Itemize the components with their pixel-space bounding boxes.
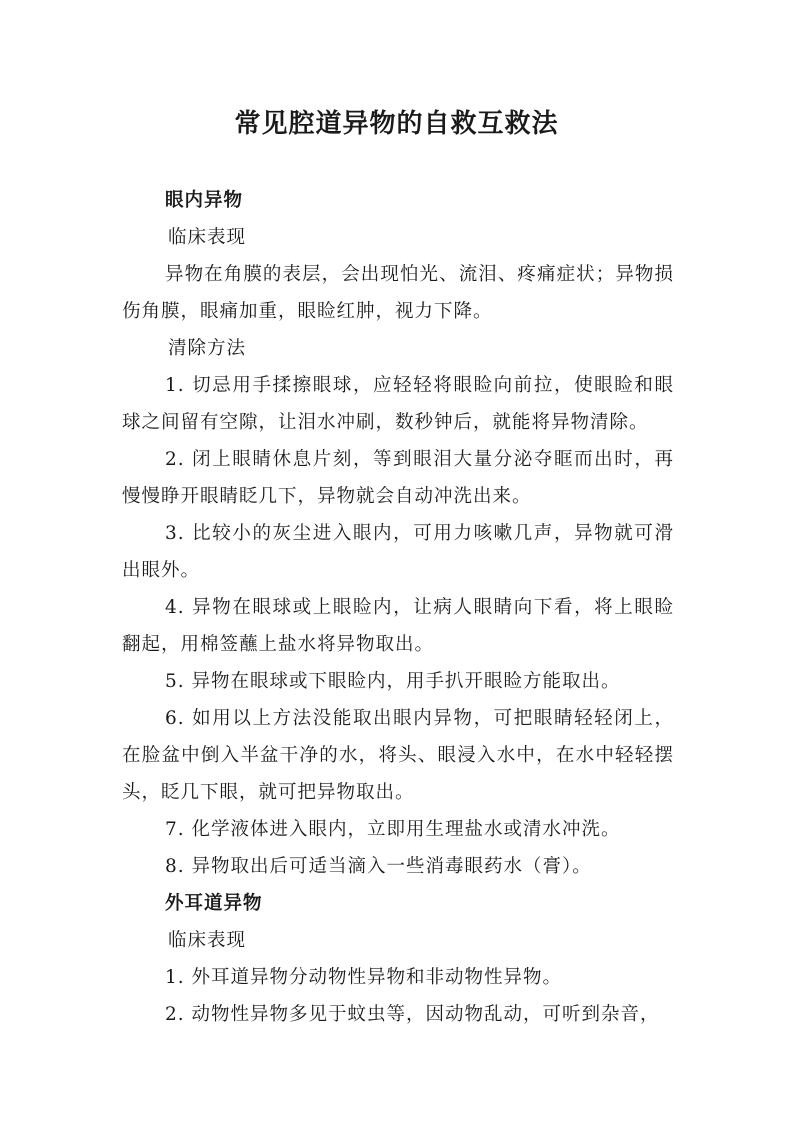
document-title: 常见腔道异物的自救互救法 xyxy=(234,109,559,139)
method-step: 2. 闭上眼睛休息片刻，等到眼泪大量分泌夺眶而出时，再慢慢睁开眼睛眨几下，异物就会自动冲洗出来。 xyxy=(122,449,674,507)
section-eye-foreign-body xyxy=(122,182,674,885)
method-step: 7. 化学液体进入眼内，立即用生理盐水或清水冲洗。 xyxy=(165,819,621,840)
section-heading: 外耳道异物 xyxy=(165,893,263,914)
section-heading: 眼内异物 xyxy=(165,190,244,211)
clinical-label: 临床表现 xyxy=(168,227,247,248)
clinical-point: 2. 动物性异物多见于蚊虫等，因动物乱动，可听到杂音， xyxy=(165,1004,660,1025)
method-step: 5. 异物在眼球或下眼睑内，用手扒开眼睑方能取出。 xyxy=(165,671,621,692)
method-step: 3. 比较小的灰尘进入眼内，可用力咳嗽几声，异物就可滑出眼外。 xyxy=(122,523,674,581)
method-step: 1. 切忌用手揉擦眼球，应轻轻将眼睑向前拉，使眼睑和眼球之间留有空隙，让泪水冲刷，数秒钟后，就能将异物清除。 xyxy=(122,375,674,433)
method-step: 4. 异物在眼球或上眼睑内，让病人眼睛向下看，将上眼睑翻起，用棉签蘸上盐水将异物取出。 xyxy=(122,597,674,655)
method-step: 6. 如用以上方法没能取出眼内异物，可把眼睛轻轻闭上，在脸盆中倒入半盆干净的水，将头、眼浸入水中，在水中轻轻摆头，眨几下眼，就可把异物取出。 xyxy=(122,708,674,803)
method-label: 清除方法 xyxy=(168,338,247,359)
clinical-label: 临床表现 xyxy=(168,930,247,951)
document-body xyxy=(122,182,674,1033)
clinical-text: 异物在角膜的表层，会出现怕光、流泪、疼痛症状；异物损伤角膜，眼痛加重，眼睑红肿，视力下降。 xyxy=(122,264,674,322)
method-step: 8. 异物取出后可适当滴入一些消毒眼药水（膏）。 xyxy=(165,856,592,877)
section-ear-foreign-body xyxy=(122,885,674,1033)
clinical-point: 1. 外耳道异物分动物性异物和非动物性异物。 xyxy=(165,967,563,988)
